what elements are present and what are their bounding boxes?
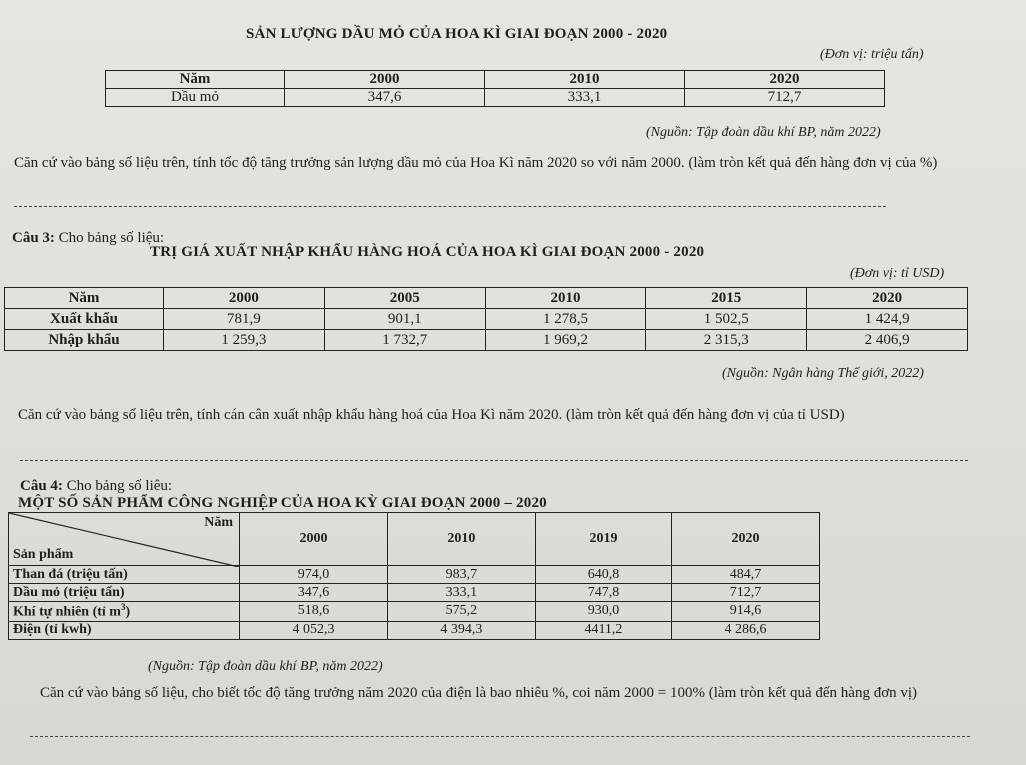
- table-cell: 2 406,9: [807, 330, 968, 351]
- gas-superscript: 3: [120, 602, 126, 612]
- table-header-cell: Năm: [5, 288, 164, 309]
- table-header-cell: 2000: [240, 513, 388, 566]
- table-header-cell: 2020: [685, 71, 885, 89]
- table-cell: 1 278,5: [485, 309, 646, 330]
- q4-table: [8, 512, 820, 640]
- answer-line[interactable]: [30, 736, 970, 737]
- gas-label: Khí tự nhiên (tỉ m: [13, 604, 121, 620]
- table-header-cell: 2000: [285, 71, 485, 89]
- table-header-cell: 2019: [535, 513, 671, 566]
- table-header-cell: Năm: [106, 71, 285, 89]
- table-cell: 747,8: [535, 584, 671, 602]
- table-cell: 4 286,6: [672, 621, 820, 639]
- table-row-label: Dầu mỏ (triệu tấn): [9, 584, 240, 602]
- q4-header-row: [9, 513, 820, 566]
- table-cell: 983,7: [387, 566, 535, 584]
- table-cell: 914,6: [672, 602, 820, 622]
- table-row: [9, 566, 820, 584]
- table1: [105, 70, 885, 107]
- q4-heading-text: Cho bảng số liêu:: [62, 478, 173, 494]
- answer-line[interactable]: [20, 460, 968, 461]
- table-cell: 1 969,2: [485, 330, 646, 351]
- table-header-cell: 2015: [646, 288, 807, 309]
- q3-number: Câu 3:: [12, 230, 55, 246]
- table-row-label: Điện (tỉ kwh): [9, 621, 240, 639]
- q4-prompt: Căn cứ vào bảng số liệu, cho biết tốc độ tăng trưởng năm 2020 của điện là bao nhiêu %, coi năm 2000 = 100% (làm tròn kết quả đến hàng đơn vị): [40, 685, 918, 701]
- q3-heading: [12, 230, 164, 247]
- table-cell: 518,6: [240, 602, 388, 622]
- table-header-cell: 2010: [387, 513, 535, 566]
- q3-heading-text: Cho bảng số liệu:: [54, 230, 165, 246]
- table-row-label: [9, 602, 240, 622]
- table-row: [5, 309, 968, 330]
- table-cell: 712,7: [685, 89, 885, 107]
- table-cell: 333,1: [387, 584, 535, 602]
- table-row: [5, 330, 968, 351]
- table-header-cell: 2020: [672, 513, 820, 566]
- table-header-cell: 2000: [164, 288, 325, 309]
- table-cell: 712,7: [672, 584, 820, 602]
- table-row: [9, 584, 820, 602]
- q3-unit: (Đơn vị: tỉ USD): [850, 266, 945, 281]
- table-row-label: Xuất khẩu: [5, 309, 164, 330]
- table-row: [9, 602, 820, 622]
- q2-prompt: Căn cứ vào bảng số liệu trên, tính tốc độ tăng trưởng sản lượng dầu mỏ của Hoa Kì năm 2020 so với năm 2000. (làm tròn kết quả đến hàng đơn vị của %): [14, 155, 938, 171]
- table-cell: 347,6: [285, 89, 485, 107]
- table-cell: 1 732,7: [324, 330, 485, 351]
- table-cell: 640,8: [535, 566, 671, 584]
- answer-line[interactable]: [14, 206, 886, 207]
- table-cell: 333,1: [485, 89, 685, 107]
- table-row: [9, 621, 820, 639]
- table-cell: 901,1: [324, 309, 485, 330]
- table-cell: 1 502,5: [646, 309, 807, 330]
- corner-product-label: Sản phẩm: [13, 547, 74, 562]
- table-row-label: Than đá (triệu tấn): [9, 566, 240, 584]
- table-cell: 4 052,3: [240, 621, 388, 639]
- table1-header-row: [106, 71, 885, 89]
- table-header-cell: 2010: [485, 71, 685, 89]
- table-header-cell: 2010: [485, 288, 646, 309]
- q4-number: Câu 4:: [20, 478, 63, 494]
- table-corner-cell: [9, 513, 240, 566]
- q4-heading: [20, 478, 172, 495]
- table-cell: 930,0: [535, 602, 671, 622]
- table-row-label: Nhập khẩu: [5, 330, 164, 351]
- table-cell: 781,9: [164, 309, 325, 330]
- table-cell: 2 315,3: [646, 330, 807, 351]
- table-cell: 347,6: [240, 584, 388, 602]
- q3-header-row: [5, 288, 968, 309]
- table-row-label: Dầu mỏ: [106, 89, 285, 107]
- q3-title: TRỊ GIÁ XUẤT NHẬP KHẨU HÀNG HOÁ CỦA HOA KÌ GIAI ĐOẠN 2000 - 2020: [150, 244, 705, 260]
- table-header-cell: 2020: [807, 288, 968, 309]
- corner-year-label: Năm: [204, 515, 233, 530]
- q3-source: (Nguồn: Ngân hàng Thế giới, 2022): [722, 366, 924, 381]
- q3-table: [4, 287, 968, 351]
- table1-title: SẢN LƯỢNG DẦU MỎ CỦA HOA KÌ GIAI ĐOẠN 2000 - 2020: [246, 26, 668, 42]
- table-cell: 1 259,3: [164, 330, 325, 351]
- table-cell: 4411,2: [535, 621, 671, 639]
- q4-source: (Nguồn: Tập đoàn dầu khí BP, năm 2022): [148, 659, 383, 674]
- q4-title: MỘT SỐ SẢN PHẨM CÔNG NGHIỆP CỦA HOA KỲ GIAI ĐOẠN 2000 – 2020: [18, 495, 547, 511]
- table-cell: 974,0: [240, 566, 388, 584]
- table1-unit: (Đơn vị: triệu tấn): [820, 47, 924, 62]
- table-row: [106, 89, 885, 107]
- q3-prompt: Căn cứ vào bảng số liệu trên, tính cán cân xuất nhập khẩu hàng hoá của Hoa Kì năm 2020. (làm tròn kết quả đến hàng đơn vị của tỉ USD): [18, 407, 845, 423]
- table-cell: 575,2: [387, 602, 535, 622]
- gas-close: ): [125, 604, 131, 620]
- table1-source: (Nguồn: Tập đoàn dầu khí BP, năm 2022): [646, 125, 881, 140]
- table-header-cell: 2005: [324, 288, 485, 309]
- table-cell: 4 394,3: [387, 621, 535, 639]
- table-cell: 484,7: [672, 566, 820, 584]
- table-cell: 1 424,9: [807, 309, 968, 330]
